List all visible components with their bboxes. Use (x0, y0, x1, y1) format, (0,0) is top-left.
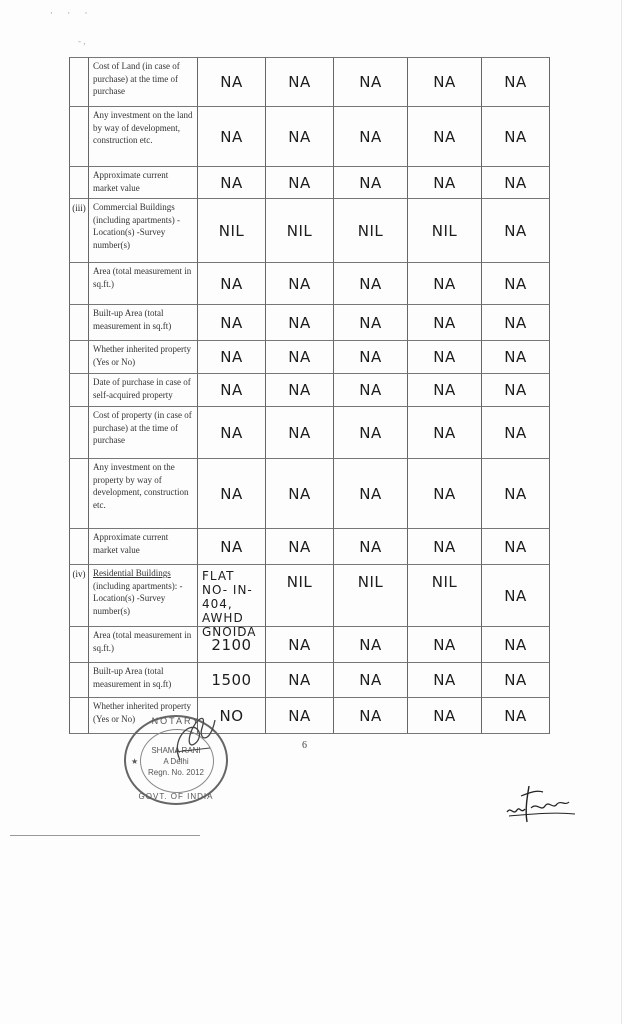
value-cell: NA (334, 107, 408, 167)
value-cell: NA (408, 663, 482, 698)
value-cell: NIL (334, 199, 408, 263)
value-cell: NA (408, 341, 482, 374)
row-number (69, 57, 89, 107)
stamp-bottom-text: GOVT. OF INDIA (138, 792, 214, 801)
value-cell: NA (334, 57, 408, 107)
value-cell: NA (482, 107, 550, 167)
stamp-place: A Delhi (163, 757, 189, 766)
value-cell: NA (482, 167, 550, 199)
signature-icon (503, 776, 578, 826)
row-number (69, 305, 89, 341)
value-cell: NA (482, 57, 550, 107)
value-cell: NIL (266, 565, 334, 627)
value-cell: NIL (198, 199, 266, 263)
row-number (69, 341, 89, 374)
value-cell: NIL (334, 565, 408, 627)
value-cell: NA (482, 698, 550, 734)
table-row (69, 305, 550, 341)
table-row (69, 459, 550, 529)
row-label: Whether inherited property (Yes or No) (89, 341, 198, 374)
row-label-heading: Residential Buildings (93, 568, 171, 578)
value-cell: 1500 (198, 663, 266, 698)
row-label: Built-up Area (total measurement in sq.ft) (89, 305, 198, 341)
page-number: 6 (302, 740, 307, 751)
value-cell: NO (198, 698, 266, 734)
value-cell: NA (266, 57, 334, 107)
value-cell: NA (482, 459, 550, 529)
table-row (69, 627, 550, 663)
row-label-text: (including apartments): -Location(s) -Survey number(s) (93, 580, 183, 616)
value-cell: NA (482, 263, 550, 305)
value-cell: NA (198, 407, 266, 459)
value-cell: NA (334, 663, 408, 698)
value-cell: NA (198, 374, 266, 407)
table-row (69, 199, 550, 263)
value-cell: NA (482, 627, 550, 663)
row-number: (iv) (69, 565, 89, 627)
row-number (69, 663, 89, 698)
row-label: Built-up Area (total measurement in sq.ft) (89, 663, 198, 698)
table-row (69, 374, 550, 407)
value-cell: NA (198, 459, 266, 529)
value-cell: NA (334, 341, 408, 374)
value-cell: NA (334, 529, 408, 565)
row-label: Cost of property (in case of purchase) at the time of purchase (89, 407, 198, 459)
row-label: Area (total measurement in sq.ft.) (89, 263, 198, 305)
row-number (69, 167, 89, 199)
row-label: Date of purchase in case of self-acquired property (89, 374, 198, 407)
value-cell: NA (408, 698, 482, 734)
table-row (69, 565, 550, 639)
row-label: Any investment on the property by way of development, construction etc. (89, 459, 198, 529)
value-cell: NA (482, 305, 550, 341)
row-number (69, 529, 89, 565)
value-cell: NA (334, 459, 408, 529)
table-row (69, 341, 550, 374)
value-cell: NA (408, 57, 482, 107)
value-cell: NIL (408, 199, 482, 263)
row-number (69, 407, 89, 459)
value-cell: NA (266, 263, 334, 305)
row-label: Any investment on the land by way of development, construction etc. (89, 107, 198, 167)
row-number (69, 374, 89, 407)
row-number (69, 627, 89, 663)
table-row (69, 407, 550, 459)
table-row (69, 529, 550, 565)
value-cell: NA (334, 698, 408, 734)
row-number (69, 107, 89, 167)
row-label: Whether inherited property (Yes or No) (89, 698, 198, 734)
value-cell: NA (334, 305, 408, 341)
stamp-registration: Regn. No. 2012 (147, 768, 205, 777)
value-cell: NA (482, 663, 550, 698)
value-cell: NA (408, 529, 482, 565)
value-cell: NA (408, 627, 482, 663)
table-row (69, 107, 550, 167)
value-cell: NA (266, 627, 334, 663)
row-label: Area (total measurement in sq.ft.) (89, 627, 198, 663)
row-number (69, 263, 89, 305)
value-cell: NA (334, 627, 408, 663)
star-icon: ★ (131, 757, 139, 766)
value-cell: NA (198, 341, 266, 374)
value-cell: NA (198, 107, 266, 167)
value-cell: NA (198, 263, 266, 305)
value-cell: NA (408, 305, 482, 341)
row-label (89, 565, 198, 627)
value-cell: NA (408, 107, 482, 167)
table-row (69, 57, 550, 107)
value-cell: NA (198, 167, 266, 199)
value-cell: NA (266, 341, 334, 374)
value-cell: NA (266, 167, 334, 199)
value-cell: NA (266, 407, 334, 459)
row-number (69, 698, 89, 734)
value-cell: NIL (408, 565, 482, 627)
value-cell: NA (482, 529, 550, 565)
stamp-name: SHAMA RANI (151, 746, 201, 755)
value-cell: NA (198, 529, 266, 565)
value-cell: FLAT NO- IN-404, AWHD GNOIDA (198, 565, 266, 627)
value-cell: NA (482, 565, 550, 627)
divider (10, 835, 200, 836)
row-label: Approximate current market value (89, 167, 198, 199)
value-cell: NIL (266, 199, 334, 263)
value-cell: NA (482, 341, 550, 374)
value-cell: NA (482, 199, 550, 263)
value-cell: NA (334, 167, 408, 199)
scan-specks: · · · (50, 8, 94, 18)
value-cell: NA (198, 57, 266, 107)
value-cell: NA (266, 459, 334, 529)
value-cell: NA (198, 305, 266, 341)
value-cell: NA (334, 263, 408, 305)
value-cell: NA (266, 374, 334, 407)
row-label: Commercial Buildings (including apartments) -Location(s) -Survey number(s) (89, 199, 198, 263)
value-cell: NA (408, 459, 482, 529)
value-cell: NA (334, 407, 408, 459)
table-row (69, 263, 550, 305)
row-number: (iii) (69, 199, 89, 263)
value-cell: NA (266, 698, 334, 734)
row-label: Approximate current market value (89, 529, 198, 565)
stamp-top-text: NOTARY (151, 716, 201, 726)
value-cell: NA (482, 374, 550, 407)
value-cell: NA (408, 167, 482, 199)
value-cell: 2100 (198, 627, 266, 663)
row-number (69, 459, 89, 529)
scan-specks: - , (78, 36, 86, 46)
table-row (69, 167, 550, 199)
value-cell: NA (408, 374, 482, 407)
value-cell: NA (266, 305, 334, 341)
row-label: Cost of Land (in case of purchase) at the time of purchase (89, 57, 198, 107)
value-cell: NA (266, 107, 334, 167)
table-row (69, 663, 550, 698)
stamp-signature-scribble (160, 700, 230, 770)
value-cell: NA (482, 407, 550, 459)
value-cell: NA (334, 374, 408, 407)
value-cell: NA (266, 529, 334, 565)
value-cell: NA (408, 407, 482, 459)
value-cell: NA (266, 663, 334, 698)
value-cell: NA (408, 263, 482, 305)
